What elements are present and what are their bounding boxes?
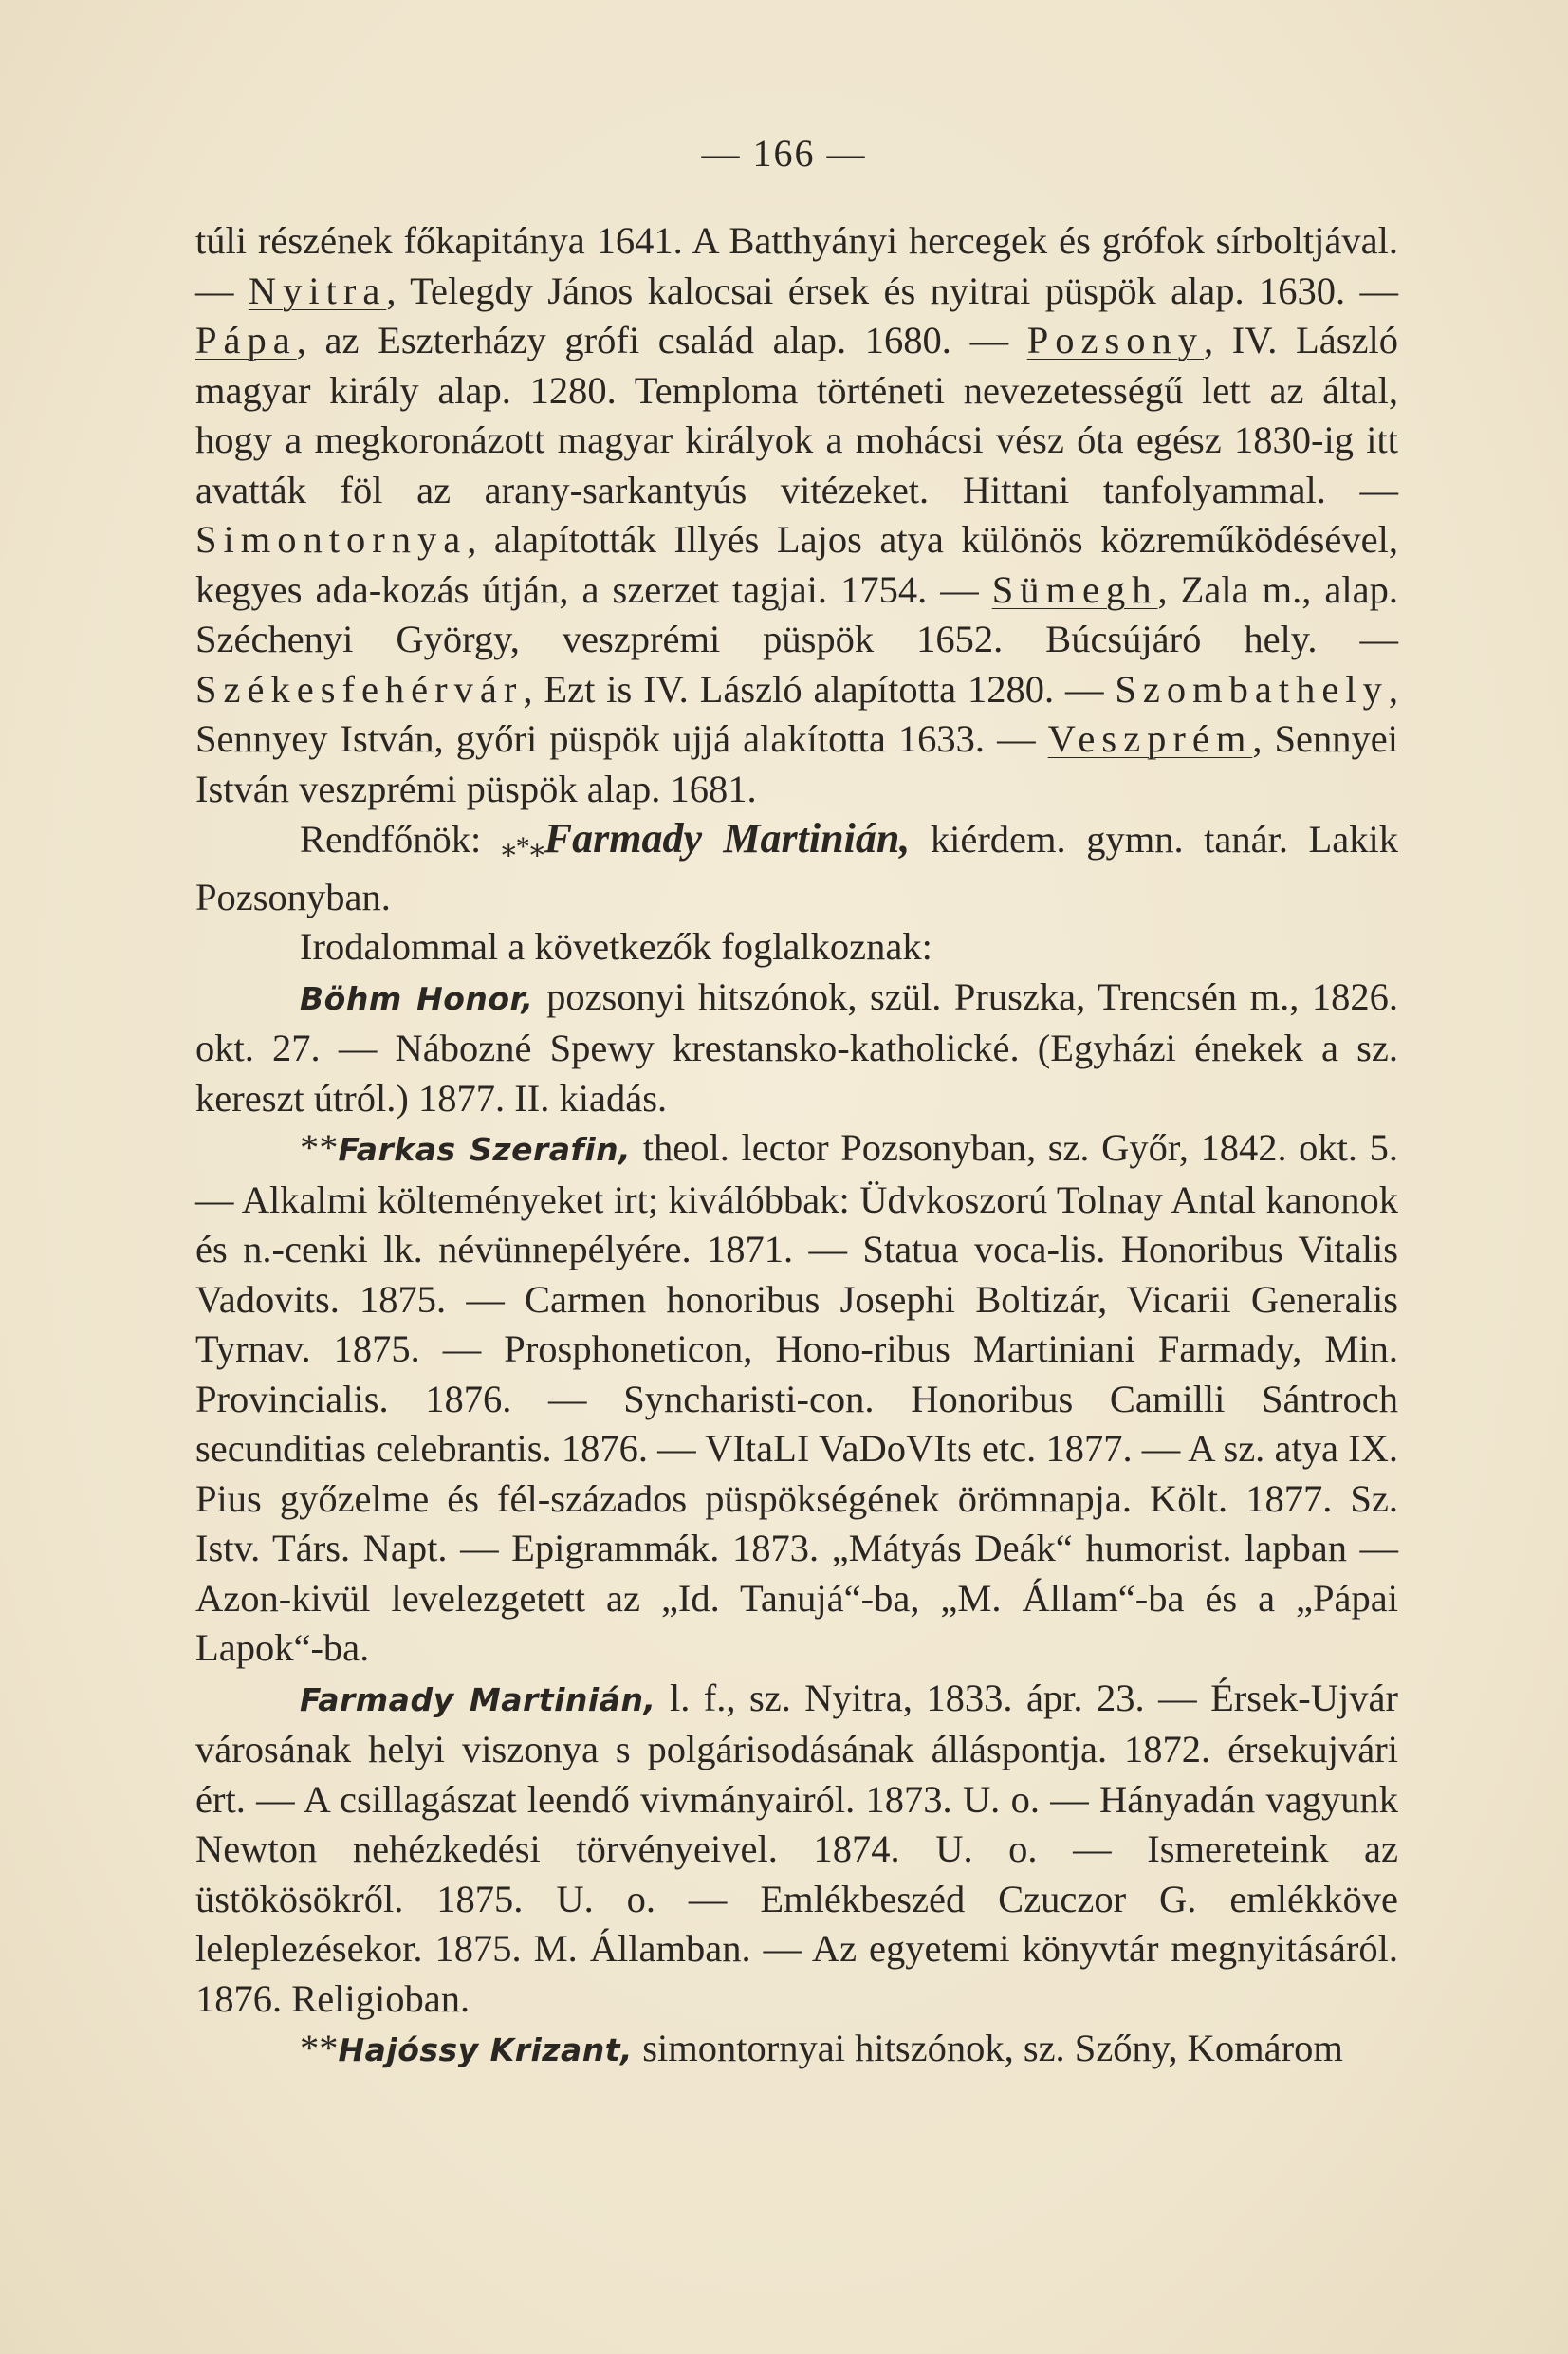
paragraph-farmady — [195, 1674, 1398, 2025]
text-run: túli részének főkapitánya 1641. A Batthyányi hercegek és grófok sírboltjával. — — [195, 219, 1398, 312]
text-run: , Sennyey István, győri püspök ujjá alakította 1633. — — [195, 667, 1398, 760]
paragraph-places — [195, 216, 1398, 814]
place-name-simontornya: Simontornya — [195, 518, 468, 561]
text-run: simontornyai hitszónok, sz. Szőny, Komárom — [633, 2027, 1343, 2069]
author-name: Hajóssy Krizant, — [338, 2031, 634, 2068]
author-name: Böhm Honor, — [300, 979, 534, 1017]
author-name: Farmady Martinián, — [544, 815, 911, 862]
place-name-papa: Pápa — [195, 319, 297, 361]
page-number: — 166 — — [701, 132, 867, 175]
author-name: Farkas Szerafin, — [338, 1131, 632, 1168]
text-run: , az Eszterházy grófi család alap. 1680. — — [296, 319, 1027, 361]
asterisk-mark: ** — [300, 1126, 339, 1169]
text-run: kiérdem. gymn. tanár. Lakik Pozsonyban. — [195, 818, 1398, 918]
page-body — [195, 216, 1398, 2076]
text-run: , alapították Illyés Lajos atya különös közreműködésével, kegyes ada-kozás útján, a szerzet tagjai. 1754. — — [195, 518, 1398, 611]
place-name-nyitra: Nyitra — [248, 269, 387, 312]
text-run: , Telegdy János kalocsai érsek és nyitrai püspök alap. 1630. — — [386, 269, 1398, 312]
asterisk-mark: ⁎*⁎ — [501, 831, 544, 862]
text-run: theol. lector Pozsonyban, sz. Győr, 1842. okt. 5. — Alkalmi költeményeket irt; kiválóbbak: Üdvkoszorú Tolnay Antal kanonok és n.-cenki lk. névünnepélyére. 1871. — Statua voca-lis. Honoribus Vitalis Vadovits. 1875. — Carmen honoribus Josephi Boltizár, Vicarii Generalis Tyrnav. 1875. — Prosphoneticon, Hono-ribus Martiniani Farmady, Min. Provincialis. 1876. — Syncharisti-con. Honoribus Camilli Sántroch secunditias celebrantis. 1876. — VItaLI VaDoVIts etc. 1877. — A sz. atya IX. Pius győzelme és fél-százados püspökségének örömnapja. Költ. 1877. Sz. Istv. Társ. Napt. — Epigrammák. 1873. „Mátyás Deák“ humorist. lapban — Azon-kivül levelezgetett az „Id. Tanujá“-ba, „M. Állam“-ba és a „Pápai Lapok“-ba. — [195, 1126, 1398, 1669]
text-run: Rendfőnök: — [300, 818, 502, 861]
paragraph-farkas — [195, 1123, 1398, 1674]
paragraph-rendfonok — [195, 814, 1398, 922]
paragraph-bohm — [195, 973, 1398, 1124]
text-run: , Zala m., alap. Széchenyi György, veszprémi püspök 1652. Búcsújáró hely. — — [195, 567, 1398, 660]
place-name-veszprem: Veszprém — [1047, 717, 1253, 760]
place-name-sumegh: Sümegh — [991, 567, 1158, 611]
text-run: , IV. László magyar király alap. 1280. Temploma történeti nevezetességű lett az által, hogy a megkoronázott magyar királyok a mohácsi vész óta egész 1830-ig itt avatták föl az arany-sarkantyús vitézeket. Hittani tanfolyammal. — — [195, 319, 1399, 511]
text-run: , Sennyei István veszprémi püspök alap. 1681. — [195, 717, 1398, 810]
place-name-szombathely: Szombathely — [1115, 667, 1389, 711]
paragraph-intro: Irodalommal a következők foglalkoznak: — [300, 925, 932, 968]
asterisk-mark: ** — [300, 2027, 339, 2069]
place-name-pozsony: Pozsony — [1026, 319, 1204, 361]
paragraph-hajossy — [195, 2024, 1398, 2076]
text-run: pozsonyi hitszónok, szül. Pruszka, Trencsén m., 1826. okt. 27. — Nábozné Spewy krestansko-katholické. (Egyházi énekek a sz. kereszt útról.) 1877. II. kiadás. — [195, 974, 1398, 1120]
text-run: l. f., sz. Nyitra, 1833. ápr. 23. — Érsek-Ujvár városának helyi viszonya s polgárisodásának álláspontja. 1872. érsekujvári ért. — A csillagászat leendő vivmányairól. 1873. U. o. — Hányadán vagyunk Newton nehézkedési törvényeivel. 1874. U. o. — Ismereteink az üstökösökről. 1875. U. o. — Emlékbeszéd Czuczor G. emlékköve leleplezésekor. 1875. M. Államban. — Az egyetemi könyvtár megnyitásáról. 1876. Religioban. — [195, 1676, 1398, 2020]
place-name-szekesfehervar: Székesfehérvár — [195, 667, 524, 711]
author-name: Farmady Martinián, — [300, 1680, 656, 1718]
text-run: , Ezt is IV. László alapította 1280. — — [523, 667, 1116, 711]
